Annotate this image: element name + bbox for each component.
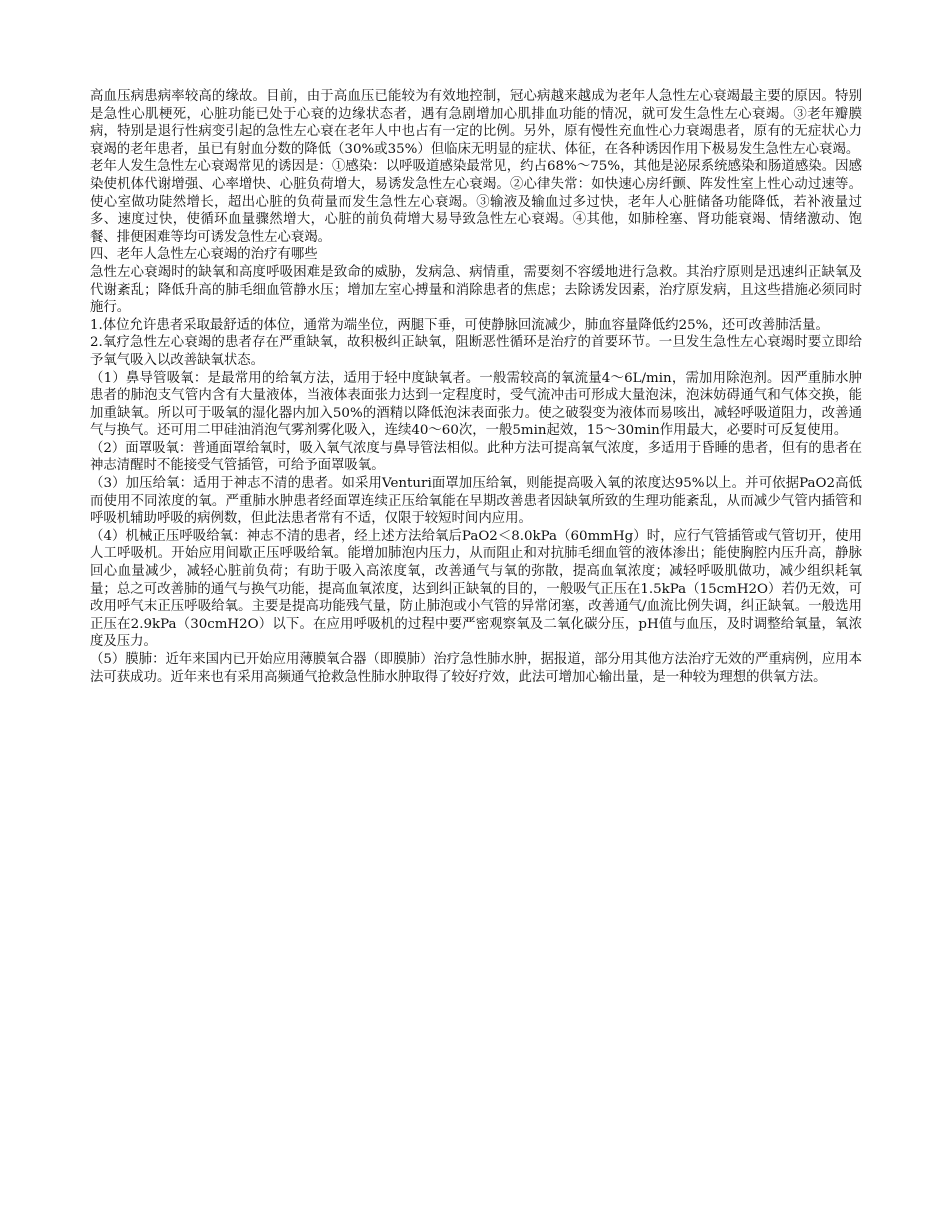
paragraph-position: 1.体位允许患者采取最舒适的体位，通常为端坐位，两腿下垂，可使静脉回流减少，肺血容量降低约25%，还可改善肺活量。 [90,317,829,333]
paragraph-mechanical-ventilation: （4）机械正压呼吸给氧：神志不清的患者，经上述方法给氧后PaO2＜8.0kPa（60mmHg）时，应行气管插管或气管切开，使用人工呼吸机。开始应用间歇正压呼吸给氧。能增加肺泡内压力，从而阻止和对抗肺毛细血管的液体渗出；能使胸腔内压升高，静脉回心血量减少，减轻心脏前负荷；有助于吸入高浓度氧，改善通气与氧的弥散，提高血氧浓度；减轻呼吸肌做功，减少组织耗氧量；总之可改善肺的通气与换气功能，提高血氧浓度，达到纠正缺氧的目的，一般吸气正压在1.5kPa（15cmH2O）若仍无效，可改用呼气末正压呼吸给氧。主要是提高功能残气量，防止肺泡或小气管的异常闭塞，改善通气/血流比例失调，纠正缺氧。一般选用正压在2.9kPa（30cmH2O）以下。在应用呼吸机的过程中要严密观察氧及二氧化碳分压，pH值与血压，及时调整给氧量，氧浓度及压力。 [90,528,862,650]
paragraph-membrane-lung: （5）膜肺：近年来国内已开始应用薄膜氧合器（即膜肺）治疗急性肺水肿，据报道，部分用其他方法治疗无效的严重病例，应用本法可获成功。近年来也有采用高频通气抢救急性肺水肿取得了较好疗效，此法可增加心输出量，是一种较为理想的供氧方法。 [90,652,862,685]
paragraph-pressurized-oxygen: （3）加压给氧：适用于神志不清的患者。如采用Venturi面罩加压给氧，则能提高吸入氧的浓度达95%以上。并可依据PaO2高低而使用不同浓度的氧。严重肺水肿患者经面罩连续正压给氧能在早期改善患者因缺氧所致的生理功能紊乱，从而减少气管内插管和呼吸机辅助呼吸的病例数，但此法患者常有不适，仅限于较短时间内应用。 [90,476,862,527]
document-page [90,88,862,686]
paragraph-oxygen-therapy: 2.氧疗急性左心衰竭的患者存在严重缺氧，故积极纠正缺氧，阻断恶性循环是治疗的首要环节。一旦发生急性左心衰竭时要立即给予氧气吸入以改善缺氧状态。 [90,335,862,368]
paragraph-face-mask: （2）面罩吸氧：普通面罩给氧时，吸入氧气浓度与鼻导管法相似。此种方法可提高氧气浓度，多适用于昏睡的患者，但有的患者在神志清醒时不能接受气管插管，可给予面罩吸氧。 [90,440,862,474]
paragraph-treatment-principles: 急性左心衰竭时的缺氧和高度呼吸困难是致命的威胁，发病急、病情重，需要刻不容缓地进行急救。其治疗原则是迅速纠正缺氧及代谢紊乱；降低升高的肺毛细血管静水压；增加左室心搏量和消除患者的焦虑；去除诱发因素，治疗原发病，且这些措施必须同时施行。 [90,264,862,316]
paragraph-nasal-cannula: （1）鼻导管吸氧：是最常用的给氧方法，适用于轻中度缺氧者。一般需较高的氧流量4～6L/min，需加用除泡剂。因严重肺水肿患者的肺泡支气管内含有大量液体，当液体表面张力达到一定程度时，受气流冲击可形成大量泡沫，泡沫妨碍通气和气体交换，能加重缺氧。所以可于吸氧的湿化器内加入50%的酒精以降低泡沫表面张力。使之破裂变为液体而易咳出，减轻呼吸道阻力，改善通气与换气。还可用二甲硅油消泡气雾剂雾化吸入，连续40～60次，一般5min起效，15～30min作用最大，必要时可反复使用。 [90,370,862,439]
section-heading-treatment: 四、老年人急性左心衰竭的治疗有哪些 [90,247,318,263]
paragraph-precipitating-factors: 老年人发生急性左心衰竭常见的诱因是：①感染：以呼吸道感染最常见，约占68%～75%，其他是泌尿系统感染和肠道感染。因感染使机体代谢增强、心率增快、心脏负荷增大，易诱发急性左心衰竭。②心律失常：如快速心房纤颤、阵发性室上性心动过速等。使心室做功陡然增长，超出心脏的负荷量而发生急性左心衰竭。③输液及输血过多过快，老年人心脏储备功能降低，若补液量过多、速度过快，使循环血量骤然增大，心脏的前负荷增大易导致急性左心衰竭。④其他，如肺栓塞、肾功能衰竭、情绪激动、饱餐、排便困难等均可诱发急性左心衰竭。 [90,159,862,245]
paragraph-etiology-continued: 高血压病患病率较高的缘故。目前，由于高血压已能较为有效地控制，冠心病越来越成为老年人急性左心衰竭最主要的原因。特别是急性心肌梗死，心脏功能已处于心衰的边缘状态者，遇有急剧增加心肌排血功能的情况，就可发生急性左心衰竭。③老年瓣膜病，特别是退行性病变引起的急性左心衰在老年人中也占有一定的比例。另外，原有慢性充血性心力衰竭患者，原有的无症状心力衰竭的老年患者，虽已有射血分数的降低（30%或35%）但临床无明显的症状、体征，在各种诱因作用下极易发生急性左心衰竭。 [90,89,862,157]
